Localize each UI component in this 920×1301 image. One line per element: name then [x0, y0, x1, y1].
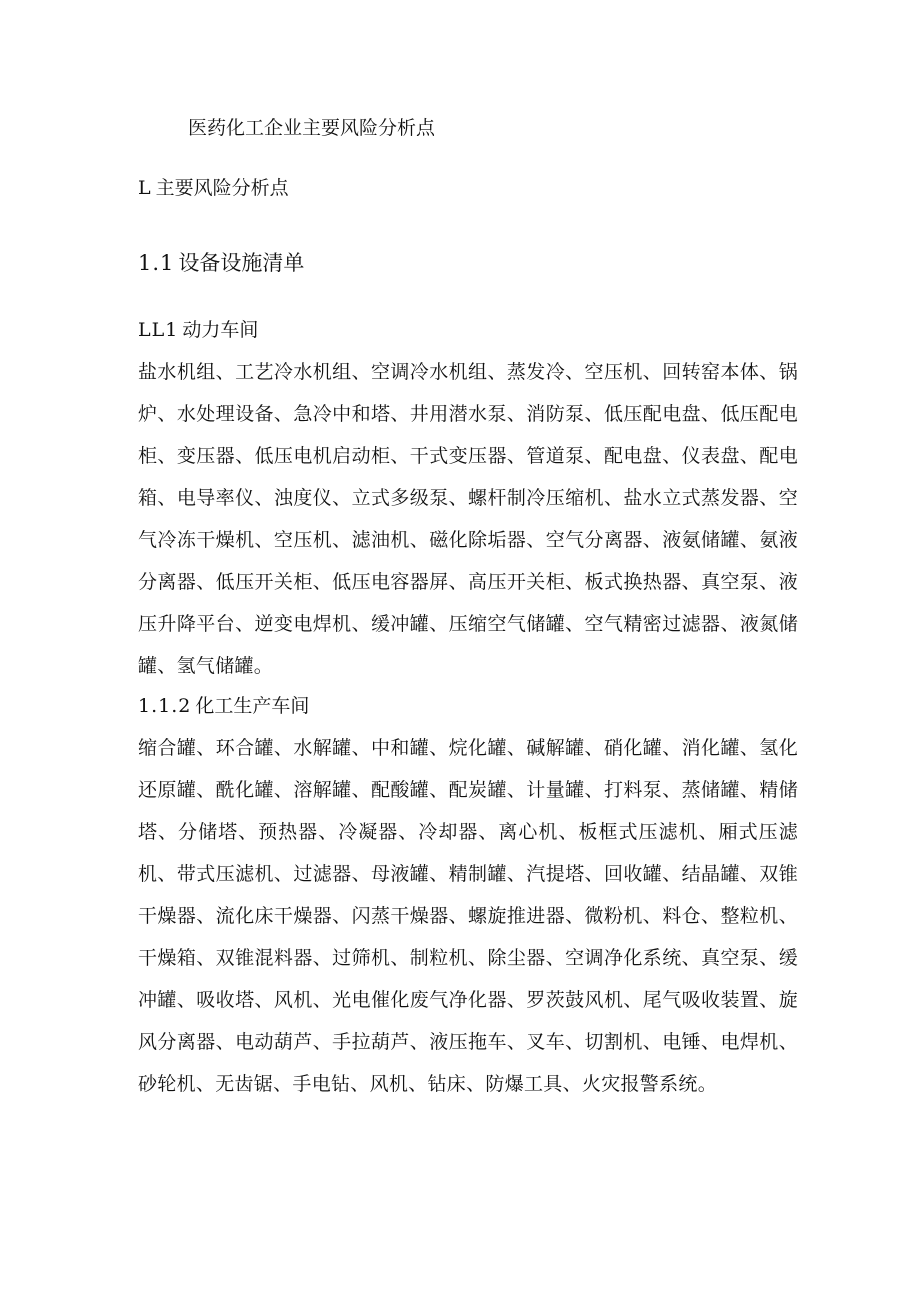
section-number: 1.1.2 [138, 695, 192, 717]
section-number: L [138, 177, 152, 199]
section-label: 主要风险分析点 [155, 177, 289, 199]
section-heading-1-1-2 [138, 692, 309, 720]
document-title: 医药化工企业主要风险分析点 [188, 117, 436, 139]
section-label: 设备设施清单 [178, 251, 305, 275]
section-heading-1-1 [138, 248, 304, 278]
section-heading-1-1-1 [138, 316, 258, 344]
power-workshop-equipment-list: 盐水机组、工艺冷水机组、空调冷水机组、蒸发冷、空压机、回转窑本体、锅炉、水处理设备、急冷中和塔、井用潜水泵、消防泵、低压配电盘、低压配电柜、变压器、低压电机启动柜、干式变压器、管道泵、配电盘、仪表盘、配电箱、电导率仪、浊度仪、立式多级泵、螺杆制冷压缩机、盐水立式蒸发器、空气冷冻干燥机、空压机、滤油机、磁化除垢器、空气分离器、液氨储罐、氨液分离器、低压开关柜、低压电容器屏、高压开关柜、板式换热器、真空泵、液压升降平台、逆变电焊机、缓冲罐、压缩空气储罐、空气精密过滤器、液氮储罐、氢气储罐。 [138, 361, 798, 677]
section-heading-1 [138, 174, 289, 202]
section-number: 1.1 [138, 251, 175, 275]
chemical-workshop-equipment-list: 缩合罐、环合罐、水解罐、中和罐、烷化罐、碱解罐、硝化罐、消化罐、氢化还原罐、酰化罐、溶解罐、配酸罐、配炭罐、计量罐、打料泵、蒸储罐、精储塔、分储塔、预热器、冷凝器、冷却器、离心机、板框式压滤机、厢式压滤机、带式压滤机、过滤器、母液罐、精制罐、汽提塔、回收罐、结晶罐、双锥干燥器、流化床干燥器、闪蒸干燥器、螺旋推进器、微粉机、料仓、整粒机、干燥箱、双锥混料器、过筛机、制粒机、除尘器、空调净化系统、真空泵、缓冲罐、吸收塔、风机、光电催化废气净化器、罗茨鼓风机、尾气吸收装置、旋风分离器、电动葫芦、手拉葫芦、液压拖车、叉车、切割机、电锤、电焊机、砂轮机、无齿锯、手电钻、风机、钻床、防爆工具、火灾报警系统。 [138, 737, 798, 1095]
section-label: 化工生产车间 [195, 695, 310, 717]
section-number: LL1 [138, 319, 179, 341]
section-label: 动力车间 [182, 319, 259, 341]
